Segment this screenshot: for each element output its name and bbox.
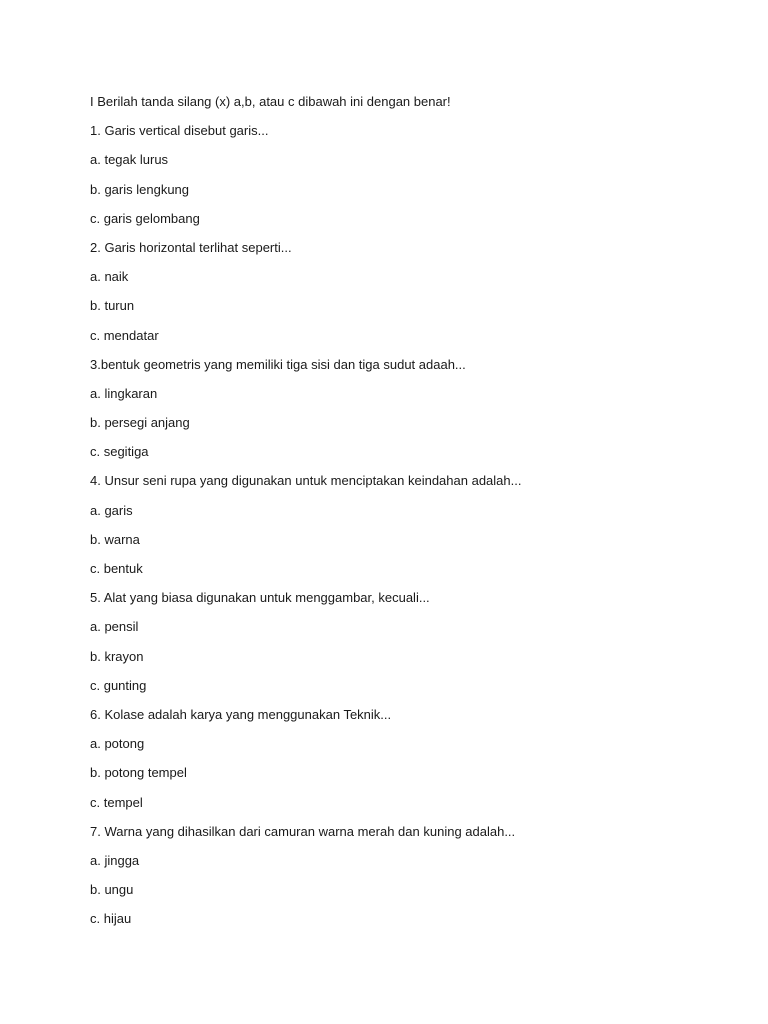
question-2-option-c: c. mendatar xyxy=(90,327,159,343)
question-7-option-b: b. ungu xyxy=(90,882,134,898)
quiz-content xyxy=(90,92,730,938)
question-3: 3.bentuk geometris yang memiliki tiga sisi dan tiga sudut adaah... xyxy=(90,356,466,372)
question-4: 4. Unsur seni rupa yang digunakan untuk menciptakan keindahan adalah... xyxy=(90,473,522,489)
question-7-option-c: c. hijau xyxy=(90,911,132,927)
question-6-option-c: c. tempel xyxy=(90,794,143,810)
question-7: 7. Warna yang dihasilkan dari camuran warna merah dan kuning adalah... xyxy=(90,823,516,839)
question-3-option-a: a. lingkaran xyxy=(90,385,158,401)
question-4-option-b: b. warna xyxy=(90,531,140,547)
question-5-option-a: a. pensil xyxy=(90,619,139,635)
question-3-option-b: b. persegi anjang xyxy=(90,415,190,431)
question-7-option-a: a. jingga xyxy=(90,852,140,868)
question-1: 1. Garis vertical disebut garis... xyxy=(90,123,269,139)
question-1-option-a: a. tegak lurus xyxy=(90,152,169,168)
question-6: 6. Kolase adalah karya yang menggunakan Teknik... xyxy=(90,706,392,722)
question-6-option-a: a. potong xyxy=(90,736,145,752)
question-5: 5. Alat yang biasa digunakan untuk menggambar, kecuali... xyxy=(90,590,430,606)
question-3-option-c: c. segitiga xyxy=(90,444,149,460)
question-2: 2. Garis horizontal terlihat seperti... xyxy=(90,239,292,255)
question-2-option-a: a. naik xyxy=(90,269,129,285)
instruction-text: I Berilah tanda silang (x) a,b, atau c dibawah ini dengan benar! xyxy=(90,94,451,109)
question-4-option-c: c. bentuk xyxy=(90,561,143,576)
question-4-option-a: a. garis xyxy=(90,502,133,518)
question-6-option-b: b. potong tempel xyxy=(90,765,187,781)
question-2-option-b: b. turun xyxy=(90,298,135,314)
question-1-option-b: b. garis lengkung xyxy=(90,181,190,197)
question-1-option-c: c. garis gelombang xyxy=(90,210,200,226)
question-5-option-c: c. gunting xyxy=(90,677,147,693)
question-5-option-b: b. krayon xyxy=(90,648,144,664)
